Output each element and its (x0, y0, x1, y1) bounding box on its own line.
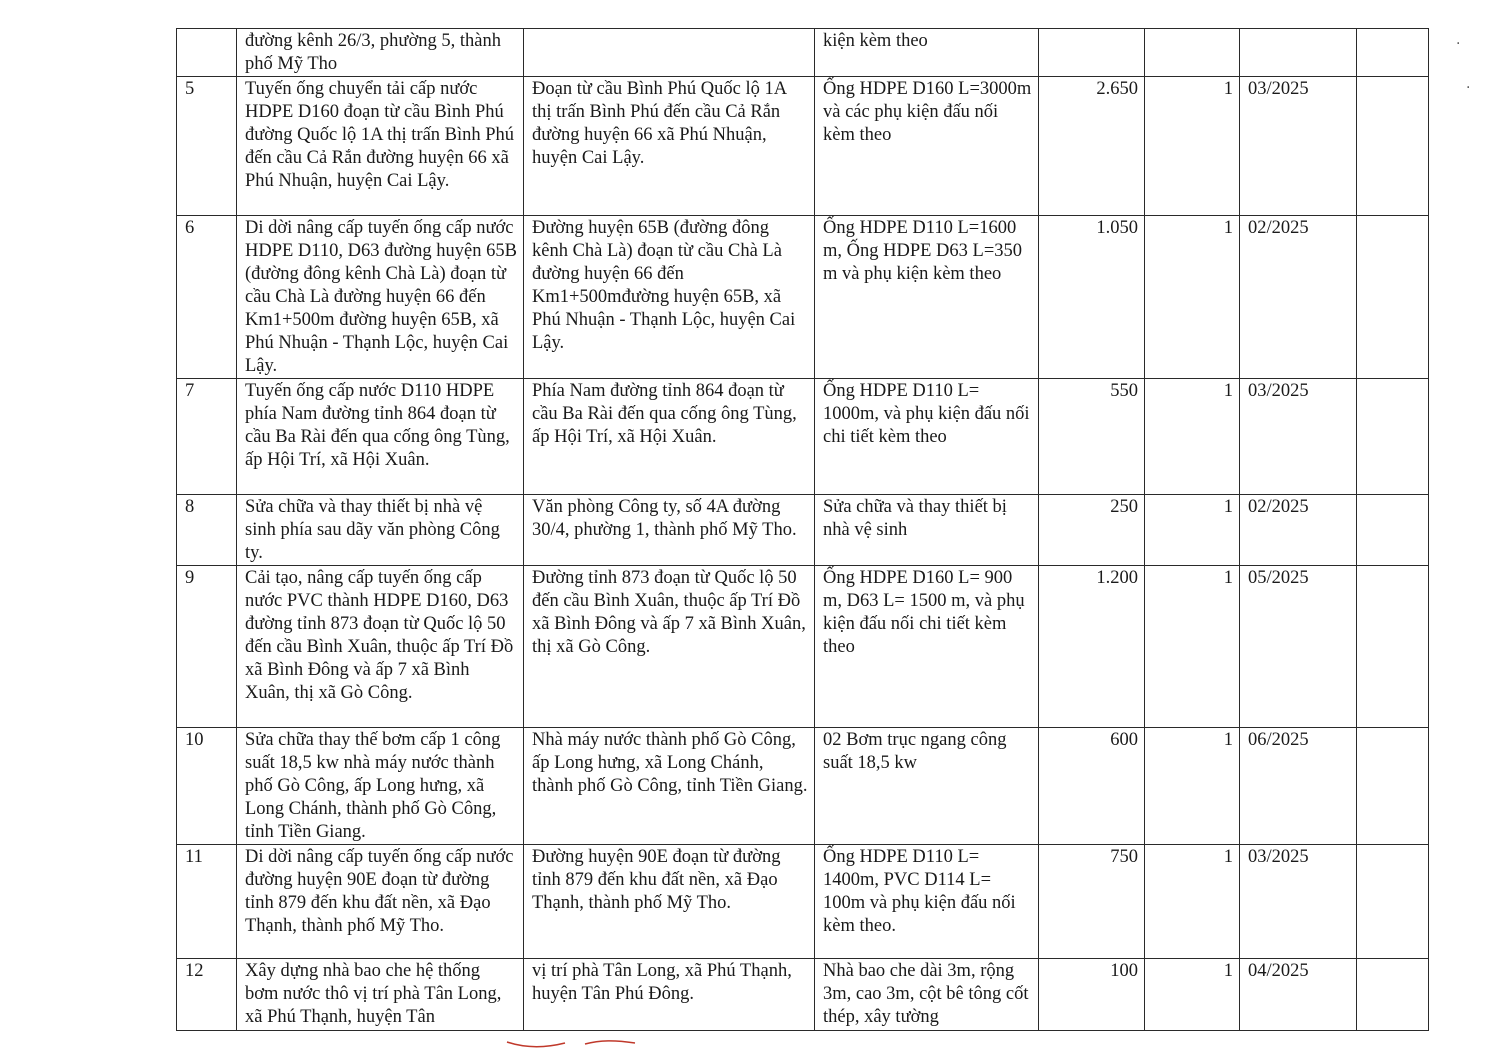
row-location: Đường huyện 65B (đường đông kênh Chà Là) đoạn từ cầu Chà Là đường huyện 66 đến Km1+500mđường huyện 65B, xã Phú Nhuận - Thạnh Lộc, huyện Cai Lậy. (524, 216, 815, 379)
row-date: 02/2025 (1240, 216, 1357, 379)
row-qty: 1 (1145, 566, 1240, 728)
table-row (177, 216, 1429, 379)
row-date: 04/2025 (1240, 959, 1357, 1031)
row-note (1357, 959, 1429, 1031)
row-note (1357, 495, 1429, 566)
row-name: Tuyến ống chuyển tải cấp nước HDPE D160 đoạn từ cầu Bình Phú đường Quốc lộ 1A thị trấn Bình Phú đến cầu Cả Rắn đường huyện 66 xã Phú Nhuận, huyện Cai Lậy. (237, 77, 524, 216)
row-stt (177, 29, 237, 77)
row-scope: Ống HDPE D110 L= 1000m, và phụ kiện đấu nối chi tiết kèm theo (815, 379, 1039, 495)
row-name: Sửa chữa thay thế bơm cấp 1 công suất 18,5 kw nhà máy nước thành phố Gò Công, ấp Long hưng, xã Long Chánh, thành phố Gò Công, tỉnh Tiền Giang. (237, 728, 524, 845)
row-stt: 6 (177, 216, 237, 379)
row-scope: kiện kèm theo (815, 29, 1039, 77)
row-stt: 7 (177, 379, 237, 495)
row-qty: 1 (1145, 379, 1240, 495)
scan-mark-top: · (1456, 36, 1461, 52)
row-date: 03/2025 (1240, 845, 1357, 959)
row-location: Nhà máy nước thành phố Gò Công, ấp Long hưng, xã Long Chánh, thành phố Gò Công, tỉnh Tiền Giang. (524, 728, 815, 845)
row-scope: Sửa chữa và thay thiết bị nhà vệ sinh (815, 495, 1039, 566)
row-date: 02/2025 (1240, 495, 1357, 566)
row-qty: 1 (1145, 216, 1240, 379)
table-row (177, 29, 1429, 77)
row-date: 03/2025 (1240, 77, 1357, 216)
row-date: 05/2025 (1240, 566, 1357, 728)
row-note (1357, 566, 1429, 728)
row-name: Tuyến ống cấp nước D110 HDPE phía Nam đường tỉnh 864 đoạn từ cầu Ba Rài đến qua cống ông Tùng, ấp Hội Trí, xã Hội Xuân. (237, 379, 524, 495)
row-location: Đoạn từ cầu Bình Phú Quốc lộ 1A thị trấn Bình Phú đến cầu Cả Rắn đường huyện 66 xã Phú Nhuận, huyện Cai Lậy. (524, 77, 815, 216)
row-scope: 02 Bơm trục ngang công suất 18,5 kw (815, 728, 1039, 845)
row-location: Đường tỉnh 873 đoạn từ Quốc lộ 50 đến cầu Bình Xuân, thuộc ấp Trí Đồ xã Bình Đông và ấp 7 xã Bình Xuân, thị xã Gò Công. (524, 566, 815, 728)
table-row (177, 728, 1429, 845)
document-page (176, 28, 1428, 1031)
row-value: 750 (1039, 845, 1145, 959)
row-stt: 11 (177, 845, 237, 959)
row-note (1357, 216, 1429, 379)
row-name: đường kênh 26/3, phường 5, thành phố Mỹ Tho (237, 29, 524, 77)
row-qty: 1 (1145, 77, 1240, 216)
row-name: Cải tạo, nâng cấp tuyến ống cấp nước PVC thành HDPE D160, D63 đường tỉnh 873 đoạn từ Quốc lộ 50 đến cầu Bình Xuân, thuộc ấp Trí Đồ xã Bình Đông và ấp 7 xã Bình Xuân, thị xã Gò Công. (237, 566, 524, 728)
row-value: 600 (1039, 728, 1145, 845)
row-qty: 1 (1145, 845, 1240, 959)
row-date: 03/2025 (1240, 379, 1357, 495)
row-value: 2.650 (1039, 77, 1145, 216)
table-row (177, 495, 1429, 566)
row-scope: Ống HDPE D160 L= 900 m, D63 L= 1500 m, và phụ kiện đấu nối chi tiết kèm theo (815, 566, 1039, 728)
project-table (176, 28, 1429, 1031)
stamp-stroke (507, 1041, 635, 1047)
row-note (1357, 77, 1429, 216)
row-scope: Ống HDPE D110 L= 1400m, PVC D114 L= 100m và phụ kiện đấu nối kèm theo. (815, 845, 1039, 959)
row-qty: 1 (1145, 728, 1240, 845)
row-date: 06/2025 (1240, 728, 1357, 845)
row-scope: Ống HDPE D160 L=3000m và các phụ kiện đấu nối kèm theo (815, 77, 1039, 216)
row-name: Di dời nâng cấp tuyến ống cấp nước HDPE D110, D63 đường huyện 65B (đường đông kênh Chà Là) đoạn từ cầu Chà Là đường huyện 66 đến Km1+500m đường huyện 65B, xã Phú Nhuận - Thạnh Lộc, huyện Cai Lậy. (237, 216, 524, 379)
row-name: Xây dựng nhà bao che hệ thống bơm nước thô vị trí phà Tân Long, xã Phú Thạnh, huyện Tân (237, 959, 524, 1031)
row-note (1357, 845, 1429, 959)
table-row (177, 379, 1429, 495)
row-stt: 12 (177, 959, 237, 1031)
row-location (524, 29, 815, 77)
row-qty: 1 (1145, 959, 1240, 1031)
row-location: Đường huyện 90E đoạn từ đường tỉnh 879 đến khu đất nền, xã Đạo Thạnh, thành phố Mỹ Tho. (524, 845, 815, 959)
row-note (1357, 379, 1429, 495)
row-date (1240, 29, 1357, 77)
row-value (1039, 29, 1145, 77)
row-location: Phía Nam đường tỉnh 864 đoạn từ cầu Ba Rài đến qua cống ông Tùng, ấp Hội Trí, xã Hội Xuân. (524, 379, 815, 495)
row-scope: Ống HDPE D110 L=1600 m, Ống HDPE D63 L=350 m và phụ kiện kèm theo (815, 216, 1039, 379)
row-name: Di dời nâng cấp tuyến ống cấp nước đường huyện 90E đoạn từ đường tỉnh 879 đến khu đất nền, xã Đạo Thạnh, thành phố Mỹ Tho. (237, 845, 524, 959)
row-qty: 1 (1145, 495, 1240, 566)
table-row (177, 959, 1429, 1031)
row-stt: 5 (177, 77, 237, 216)
row-stt: 10 (177, 728, 237, 845)
row-name: Sửa chữa và thay thiết bị nhà vệ sinh phía sau dãy văn phòng Công ty. (237, 495, 524, 566)
row-stt: 9 (177, 566, 237, 728)
scan-mark-mid: · (1466, 80, 1471, 96)
row-value: 550 (1039, 379, 1145, 495)
row-value: 1.050 (1039, 216, 1145, 379)
row-stt: 8 (177, 495, 237, 566)
row-location: Văn phòng Công ty, số 4A đường 30/4, phường 1, thành phố Mỹ Tho. (524, 495, 815, 566)
row-value: 250 (1039, 495, 1145, 566)
row-note (1357, 29, 1429, 77)
row-qty (1145, 29, 1240, 77)
row-value: 1.200 (1039, 566, 1145, 728)
table-row (177, 845, 1429, 959)
row-value: 100 (1039, 959, 1145, 1031)
row-scope: Nhà bao che dài 3m, rộng 3m, cao 3m, cột bê tông cốt thép, xây tường (815, 959, 1039, 1031)
table-row (177, 566, 1429, 728)
row-note (1357, 728, 1429, 845)
row-location: vị trí phà Tân Long, xã Phú Thạnh, huyện Tân Phú Đông. (524, 959, 815, 1031)
table-row (177, 77, 1429, 216)
